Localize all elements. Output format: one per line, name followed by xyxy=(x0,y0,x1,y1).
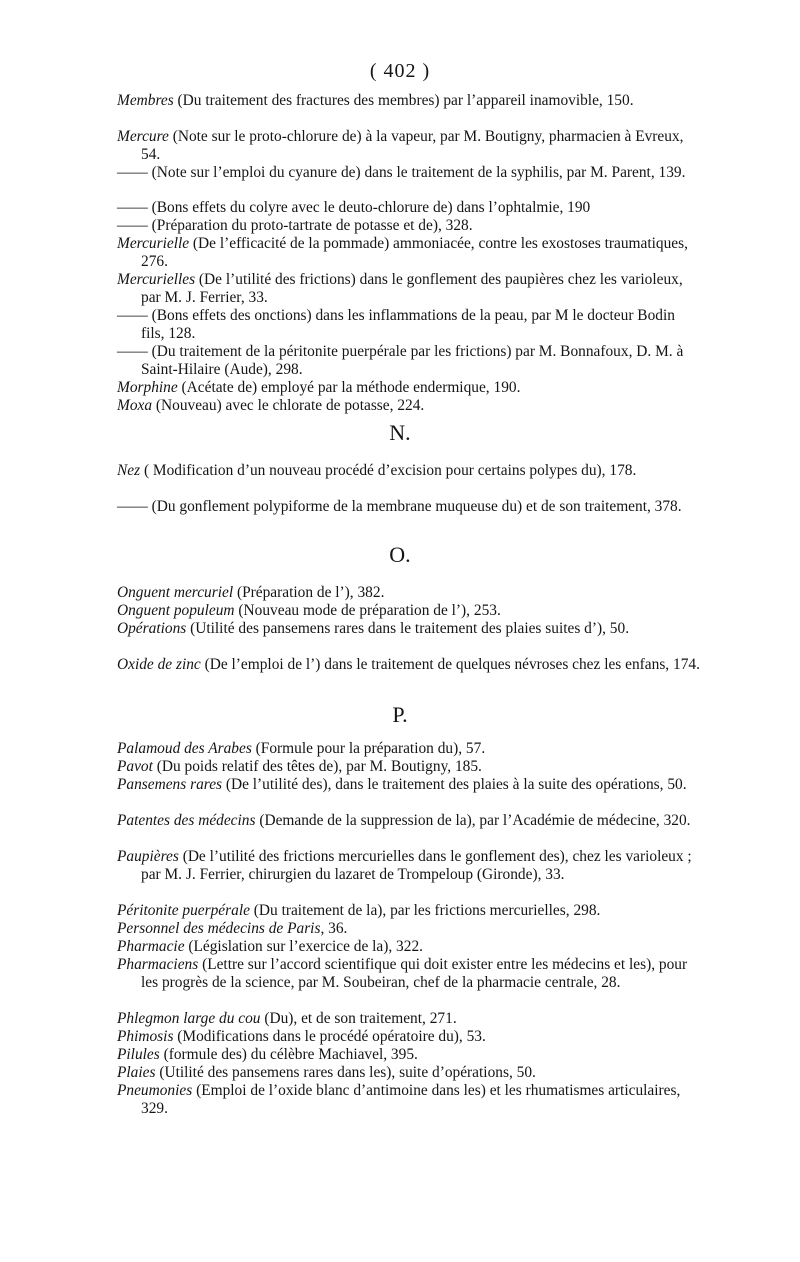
section-letter: O. xyxy=(389,542,411,567)
index-entry: Pansemens rares (De l’utilité des), dans le traitement des plaies à la suite des opérations, 50. xyxy=(117,776,687,793)
index-entry: Mercurielle (De l’efficacité de la pommade) ammoniacée, contre les exostoses traumatiques, 276. xyxy=(117,235,688,270)
index-entry: Onguent mercuriel (Préparation de l’), 382. xyxy=(117,584,385,601)
index-entry: Onguent populeum (Nouveau mode de préparation de l’), 253. xyxy=(117,602,501,619)
index-entry: —— (Bons effets du colyre avec le deuto-chlorure de) dans l’ophtalmie, 190 xyxy=(117,199,591,216)
index-entry: Nez ( Modification d’un nouveau procédé d’excision pour certains polypes du), 178. xyxy=(117,462,637,479)
index-entry: Péritonite puerpérale (Du traitement de la), par les frictions mercurielles, 298. xyxy=(117,902,601,919)
index-entry: Patentes des médecins (Demande de la suppression de la), par l’Académie de médecine, 320. xyxy=(117,812,691,829)
index-entry: —— (Du gonflement polypiforme de la membrane muqueuse du) et de son traitement, 378. xyxy=(117,498,682,515)
index-entry: Mercurielles (De l’utilité des frictions) dans le gonflement des paupières chez les varioleux, par M. J. Ferrier, 33. xyxy=(117,271,683,306)
index-entry: Opérations (Utilité des pansemens rares dans le traitement des plaies suites d’), 50. xyxy=(117,620,630,637)
index-entry: —— (Préparation du proto-tartrate de potasse et de), 328. xyxy=(117,217,473,234)
index-entry: Pharmacie (Législation sur l’exercice de la), 322. xyxy=(117,938,423,955)
index-entry: Morphine (Acétate de) employé par la méthode endermique, 190. xyxy=(117,379,521,396)
index-entry: Pilules (formule des) du célèbre Machiavel, 395. xyxy=(117,1046,418,1063)
index-entry: —— (Note sur l’emploi du cyanure de) dans le traitement de la syphilis, par M. Parent, 139. xyxy=(117,164,686,181)
section-letter: N. xyxy=(389,420,411,445)
index-entry: Moxa (Nouveau) avec le chlorate de potasse, 224. xyxy=(117,397,425,414)
index-entry: Oxide de zinc (De l’emploi de l’) dans le traitement de quelques névroses chez les enfans, 174. xyxy=(117,656,700,673)
page-number: ( 402 ) xyxy=(369,60,431,82)
index-entry: —— (Bons effets des onctions) dans les inflammations de la peau, par M le docteur Bodin fils, 128. xyxy=(117,307,675,342)
section-letter: P. xyxy=(392,702,408,727)
index-entry: Pharmaciens (Lettre sur l’accord scientifique qui doit exister entre les médecins et les), pour les progrès de la science, par M. Soubeiran, chef de la pharmacie centrale, 28. xyxy=(117,956,688,991)
index-entry: Paupières (De l’utilité des frictions mercurielles dans le gonflement des), chez les varioleux ; par M. J. Ferrier, chirurgien du lazaret de Trompeloup (Gironde), 33. xyxy=(117,848,692,883)
index-entry: Palamoud des Arabes (Formule pour la préparation du), 57. xyxy=(117,740,486,757)
index-entry: Mercure (Note sur le proto-chlorure de) à la vapeur, par M. Boutigny, pharmacien à Evreux, 54. xyxy=(117,128,684,163)
index-entry: Pavot (Du poids relatif des têtes de), par M. Boutigny, 185. xyxy=(117,758,482,775)
index-entry: Plaies (Utilité des pansemens rares dans les), suite d’opérations, 50. xyxy=(117,1064,536,1081)
index-entry: Phlegmon large du cou (Du), et de son traitement, 271. xyxy=(117,1010,457,1027)
index-entry: Phimosis (Modifications dans le procédé opératoire du), 53. xyxy=(117,1028,486,1045)
index-entry: —— (Du traitement de la péritonite puerpérale par les frictions) par M. Bonnafoux, D. M. à Saint-Hilaire (Aude), 298. xyxy=(117,343,684,378)
index-entry: Membres (Du traitement des fractures des membres) par l’appareil inamovible, 150. xyxy=(117,92,634,109)
index-entry: Personnel des médecins de Paris, 36. xyxy=(117,920,348,937)
index-entry: Pneumonies (Emploi de l’oxide blanc d’antimoine dans les) et les rhumatismes articulaires, 329. xyxy=(117,1082,681,1117)
